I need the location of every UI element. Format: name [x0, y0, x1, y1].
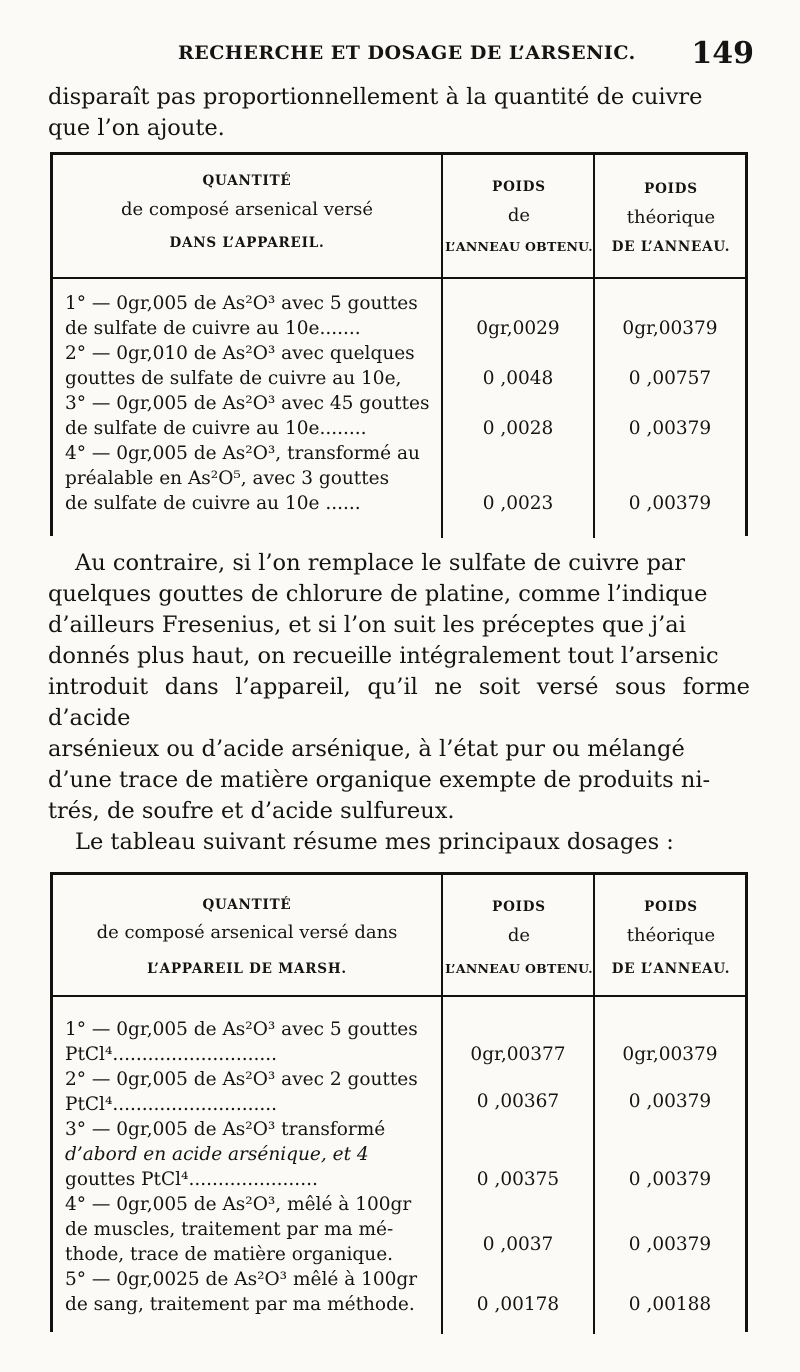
header-line: POIDS — [492, 179, 546, 195]
header-col-obtained — [441, 155, 595, 277]
desc-line: 3° — 0gr,005 de As²O³ transformé — [65, 1119, 386, 1140]
header-col-theoretical — [593, 875, 747, 995]
table-header — [53, 875, 745, 997]
running-head — [48, 36, 754, 72]
header-line: QUANTITÉ — [202, 897, 292, 913]
header-line: L’APPAREIL DE MARSH. — [147, 961, 347, 977]
header-line: DE L’ANNEAU. — [611, 961, 731, 977]
header-line: DE L’ANNEAU. — [611, 239, 731, 255]
theoretical-weight: 0 ,00757 — [628, 368, 712, 389]
text-line: introduit dans l’appareil, qu’il ne soit versé sous forme d’acide — [48, 674, 750, 731]
text-line: quelques gouttes de chlorure de platine, comme l’indique — [48, 581, 708, 607]
row-description — [65, 291, 441, 341]
obtained-weight: 0 ,0023 — [482, 493, 554, 514]
header-col-obtained — [441, 875, 595, 995]
obtained-weight: 0 ,00367 — [476, 1091, 560, 1112]
running-title: RECHERCHE ET DOSAGE DE L’ARSENIC. — [178, 42, 636, 64]
page-number: 149 — [691, 36, 754, 71]
desc-line: 3° — 0gr,005 de As²O³ avec 45 gouttes — [65, 393, 430, 414]
header-col-theoretical — [593, 155, 747, 277]
text-line: que l’on ajoute. — [48, 115, 225, 141]
theoretical-weight: 0 ,00379 — [628, 1169, 712, 1190]
desc-line: 5° — 0gr,0025 de As²O³ mêlé à 100gr — [65, 1269, 418, 1290]
header-line: POIDS — [644, 899, 698, 915]
desc-line: 4° — 0gr,005 de As²O³, mêlé à 100gr — [65, 1194, 412, 1215]
header-line: de — [507, 925, 531, 946]
text-line: donnés plus haut, on recueille intégralement tout l’arsenic — [48, 643, 719, 669]
text-line: Au contraire, si l’on remplace le sulfate de cuivre par — [75, 550, 686, 576]
desc-line: de sang, traitement par ma méthode. — [65, 1294, 415, 1315]
obtained-weight: 0gr,0029 — [476, 318, 560, 339]
header-line: DANS L’APPAREIL. — [169, 235, 325, 251]
header-line: théorique — [626, 925, 716, 946]
row-description — [65, 1267, 441, 1317]
header-line: de — [507, 205, 531, 226]
text-line: trés, de soufre et d’acide sulfureux. — [48, 798, 455, 824]
theoretical-weight: 0gr,00379 — [622, 1044, 718, 1065]
header-col-quantity — [53, 155, 441, 277]
desc-line: de sulfate de cuivre au 10e....... — [65, 318, 361, 339]
header-line: POIDS — [644, 181, 698, 197]
header-line: QUANTITÉ — [202, 173, 292, 189]
desc-line: d’abord en acide arsénique, et 4 — [65, 1144, 369, 1165]
header-line: POIDS — [492, 899, 546, 915]
text-line: d’ailleurs Fresenius, et si l’on suit les préceptes que j’ai — [48, 612, 686, 638]
row-description — [65, 391, 441, 441]
table-body — [53, 997, 745, 1334]
obtained-weight: 0gr,00377 — [470, 1044, 566, 1065]
desc-line: gouttes de sulfate de cuivre au 10e, — [65, 368, 402, 389]
text-line: d’une trace de matière organique exempte de produits ni- — [48, 767, 711, 793]
text-line: disparaît pas proportionnellement à la quantité de cuivre — [48, 84, 703, 110]
row-description — [65, 1192, 441, 1267]
desc-line: PtCl⁴............................ — [65, 1094, 278, 1115]
row-description — [65, 341, 441, 391]
theoretical-weight: 0 ,00379 — [628, 1234, 712, 1255]
obtained-weight: 0 ,0048 — [482, 368, 554, 389]
row-description — [65, 1067, 441, 1117]
header-line: L’ANNEAU OBTENU. — [445, 961, 593, 976]
desc-line: gouttes PtCl⁴...................... — [65, 1169, 318, 1190]
theoretical-weight: 0 ,00379 — [628, 493, 712, 514]
header-col-quantity — [53, 875, 441, 995]
table-header — [53, 155, 745, 279]
text-line: Le tableau suivant résume mes principaux dosages : — [75, 829, 674, 855]
desc-line: de muscles, traitement par ma mé- — [65, 1219, 394, 1240]
desc-line: de sulfate de cuivre au 10e ...... — [65, 493, 361, 514]
paragraph-platinum — [48, 548, 750, 858]
table-copper-sulfate — [50, 152, 748, 536]
table-platinum-chloride — [50, 872, 748, 1332]
theoretical-weight: 0 ,00379 — [628, 1091, 712, 1112]
theoretical-weight: 0gr,00379 — [622, 318, 718, 339]
desc-line: PtCl⁴............................ — [65, 1044, 278, 1065]
desc-line: 2° — 0gr,005 de As²O³ avec 2 gouttes — [65, 1069, 418, 1090]
table-body — [53, 279, 745, 538]
desc-line: thode, trace de matière organique. — [65, 1244, 394, 1265]
row-description — [65, 1117, 441, 1192]
theoretical-weight: 0 ,00188 — [628, 1294, 712, 1315]
desc-line: 4° — 0gr,005 de As²O³, transformé au — [65, 443, 420, 464]
header-line: théorique — [626, 207, 716, 228]
row-description — [65, 441, 441, 516]
desc-line: 1° — 0gr,005 de As²O³ avec 5 gouttes — [65, 293, 418, 314]
desc-line: préalable en As²O⁵, avec 3 gouttes — [65, 468, 390, 489]
row-description — [65, 1017, 441, 1067]
desc-line: 2° — 0gr,010 de As²O³ avec quelques — [65, 343, 415, 364]
header-line: de composé arsenical versé dans — [96, 922, 398, 943]
obtained-weight: 0 ,0028 — [482, 418, 554, 439]
text-line: arsénieux ou d’acide arsénique, à l’état pur ou mélangé — [48, 736, 685, 762]
desc-line: de sulfate de cuivre au 10e........ — [65, 418, 367, 439]
intro-paragraph — [48, 82, 750, 144]
desc-line: 1° — 0gr,005 de As²O³ avec 5 gouttes — [65, 1019, 418, 1040]
obtained-weight: 0 ,00178 — [476, 1294, 560, 1315]
obtained-weight: 0 ,0037 — [482, 1234, 554, 1255]
header-line: de composé arsenical versé — [120, 199, 374, 220]
header-line: L’ANNEAU OBTENU. — [445, 239, 593, 254]
obtained-weight: 0 ,00375 — [476, 1169, 560, 1190]
theoretical-weight: 0 ,00379 — [628, 418, 712, 439]
